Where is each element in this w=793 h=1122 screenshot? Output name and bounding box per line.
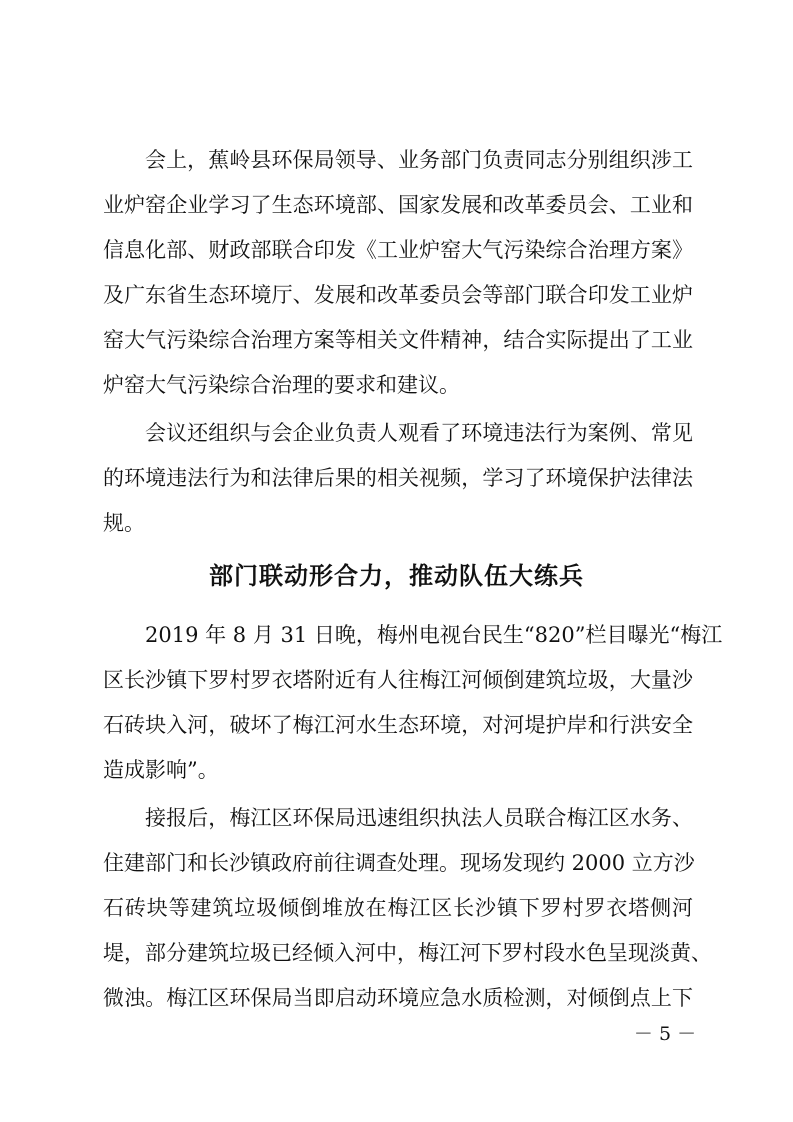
section-heading: 部门联动形合力，推动队伍大练兵 bbox=[209, 561, 584, 590]
paragraph-3-line-4: 造成影响”。 bbox=[103, 758, 219, 782]
paragraph-3-line-1: 2019 年 8 月 31 日晚，梅州电视台民生“820”栏目曝光“梅江 bbox=[145, 623, 723, 647]
page-number: － 5 － bbox=[633, 1023, 697, 1045]
paragraph-1-line-5: 窑大气污染综合治理方案等相关文件精神，结合实际提出了工业 bbox=[103, 328, 693, 352]
paragraph-1-line-6: 炉窑大气污染综合治理的要求和建议。 bbox=[103, 373, 460, 397]
paragraph-2-line-1: 会议还组织与会企业负责人观看了环境违法行为案例、常见 bbox=[145, 421, 693, 445]
paragraph-3-line-3: 石砖块入河，破坏了梅江河水生态环境，对河堤护岸和行洪安全 bbox=[103, 713, 693, 737]
paragraph-1-line-1: 会上，蕉岭县环保局领导、业务部门负责同志分别组织涉工 bbox=[145, 148, 693, 172]
paragraph-4-line-2: 住建部门和长沙镇政府前往调查处理。现场发现约 2000 立方沙 bbox=[103, 851, 695, 875]
paragraph-4-line-1: 接报后，梅江区环保局迅速组织执法人员联合梅江区水务、 bbox=[145, 806, 693, 830]
paragraph-2-line-2: 的环境违法行为和法律后果的相关视频，学习了环境保护法律法 bbox=[103, 466, 693, 490]
paragraph-4-line-3: 石砖块等建筑垃圾倾倒堆放在梅江区长沙镇下罗村罗衣塔侧河 bbox=[103, 896, 693, 920]
paragraph-1-line-4: 及广东省生态环境厅、发展和改革委员会等部门联合印发工业炉 bbox=[103, 283, 693, 307]
paragraph-4-line-4: 堤，部分建筑垃圾已经倾入河中，梅江河下罗村段水色呈现淡黄、 bbox=[103, 941, 712, 965]
paragraph-3-line-2: 区长沙镇下罗村罗衣塔附近有人往梅江河倾倒建筑垃圾，大量沙 bbox=[103, 668, 693, 692]
paragraph-1-line-2: 业炉窑企业学习了生态环境部、国家发展和改革委员会、工业和 bbox=[103, 193, 693, 217]
paragraph-2-line-3: 规。 bbox=[103, 511, 145, 535]
paragraph-4-line-5: 微浊。梅江区环保局当即启动环境应急水质检测，对倾倒点上下 bbox=[103, 986, 693, 1010]
paragraph-1-line-3: 信息化部、财政部联合印发《工业炉窑大气污染综合治理方案》 bbox=[103, 238, 693, 262]
